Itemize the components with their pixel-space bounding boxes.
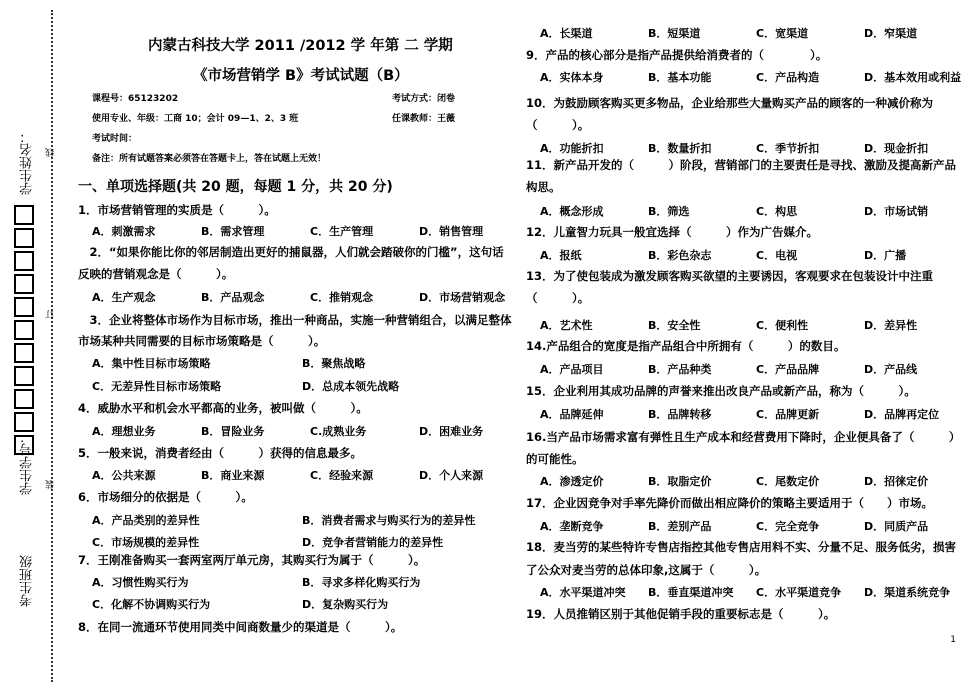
student-id-label: 学生学号： bbox=[20, 430, 35, 495]
question-text: 19．人员推销区别于其他促销手段的重要标志是（ ）。 bbox=[526, 607, 836, 621]
answer-option: B．基本功能 bbox=[648, 71, 712, 84]
exam-time: 考试时间： bbox=[92, 134, 138, 144]
answer-option: D．窄渠道 bbox=[864, 27, 918, 40]
question-text: 3．企业将整体市场作为目标市场，推出一种商品，实施一种营销组合，以满足整体 bbox=[78, 313, 512, 327]
answer-option: B．产品观念 bbox=[201, 291, 265, 304]
exam-subtitle: 《市场营销学 B》考试试题（B） bbox=[193, 68, 409, 84]
answer-option: B．商业来源 bbox=[201, 469, 265, 482]
question-text: 反映的营销观念是（ ）。 bbox=[78, 267, 234, 281]
answer-option: C．构思 bbox=[756, 205, 798, 218]
exam-mode: 考试方式：闭卷 bbox=[392, 94, 456, 104]
answer-option: C．品牌更新 bbox=[756, 408, 820, 421]
question-text: 4．威胁水平和机会水平都高的业务，被叫做（ ）。 bbox=[78, 401, 368, 415]
answer-option: B．取脂定价 bbox=[648, 475, 712, 488]
answer-option: C．无差异性目标市场策略 bbox=[92, 380, 222, 393]
question-text: 10．为鼓励顾客购买更多物品，企业给那些大量购买产品的顾客的一种减价称为 bbox=[526, 96, 933, 110]
answer-option: B．冒险业务 bbox=[201, 425, 265, 438]
answer-option: D．销售管理 bbox=[419, 225, 484, 238]
question-text: 构思。 bbox=[526, 180, 561, 194]
question-text: 12．儿童智力玩具一般宜选择（ ）作为广告媒介。 bbox=[526, 225, 819, 239]
answer-option: C．产品品牌 bbox=[756, 363, 820, 376]
answer-option: D．产品线 bbox=[864, 363, 918, 376]
answer-option: D．竞争者营销能力的差异性 bbox=[302, 536, 444, 549]
question-text: 14.产品组合的宽度是指产品组合中所拥有（ ）的数目。 bbox=[526, 339, 846, 353]
exam-note: 备注：所有试题答案必须答在答题卡上，答在试题上无效！ bbox=[92, 154, 327, 164]
answer-option: A．产品类别的差异性 bbox=[92, 514, 200, 527]
answer-option: C．推销观念 bbox=[310, 291, 374, 304]
answer-option: A．艺术性 bbox=[540, 319, 593, 332]
page-number: 1 bbox=[950, 635, 956, 645]
answer-option: B．聚焦战略 bbox=[302, 357, 366, 370]
question-text: 7．王刚准备购买一套两室两厅单元房，其购买行为属于（ ）。 bbox=[78, 553, 426, 567]
question-text: 了公众对麦当劳的总体印象,这属于（ ）。 bbox=[526, 563, 767, 577]
answer-option: B．差别产品 bbox=[648, 520, 712, 533]
answer-option: D．差异性 bbox=[864, 319, 918, 332]
answer-option: C．生产管理 bbox=[310, 225, 374, 238]
question-text: 2．“如果你能比你的邻居制造出更好的捕鼠器，人们就会踏破你的门槛”，这句话 bbox=[78, 245, 504, 259]
question-text: 市场某种共同需要的目标市场策略是（ ）。 bbox=[78, 334, 326, 348]
answer-option: A．报纸 bbox=[540, 249, 582, 262]
answer-option: D．个人来源 bbox=[419, 469, 484, 482]
binding-dotted-line bbox=[51, 10, 53, 682]
binding-mark-order: 订 bbox=[46, 310, 56, 319]
answer-option: C．季节折扣 bbox=[756, 142, 820, 155]
answer-option: A．理想业务 bbox=[92, 425, 156, 438]
answer-option: A．水平渠道冲突 bbox=[540, 586, 626, 599]
binding-mark-line: 线 bbox=[46, 148, 56, 157]
answer-option: C．市场规模的差异性 bbox=[92, 536, 200, 549]
answer-option: B．需求管理 bbox=[201, 225, 265, 238]
answer-option: D．同质产品 bbox=[864, 520, 929, 533]
class-label: 考生班级 bbox=[20, 555, 35, 607]
section-heading: 一、单项选择题(共 20 题，每题 1 分，共 20 分) bbox=[78, 179, 393, 195]
question-text: 8．在同一流通环节使用同类中间商数量少的渠道是（ ）。 bbox=[78, 620, 403, 634]
answer-option: A．公共来源 bbox=[92, 469, 156, 482]
binding-mark-bind: 装 bbox=[46, 480, 56, 489]
answer-option: A．概念形成 bbox=[540, 205, 604, 218]
answer-option: A．品牌延伸 bbox=[540, 408, 604, 421]
answer-option: D．渠道系统竞争 bbox=[864, 586, 951, 599]
answer-option: C．化解不协调购买行为 bbox=[92, 598, 211, 611]
binding-margin bbox=[0, 0, 60, 691]
answer-option: C．水平渠道竞争 bbox=[756, 586, 842, 599]
answer-option: A．刺激需求 bbox=[92, 225, 156, 238]
answer-option: C．产品构造 bbox=[756, 71, 820, 84]
exam-title: 内蒙古科技大学 2011 /2012 学 年第 二 学期 bbox=[148, 38, 453, 54]
answer-option: A．长渠道 bbox=[540, 27, 593, 40]
answer-option: A．实体本身 bbox=[540, 71, 604, 84]
answer-option: C.成熟业务 bbox=[310, 425, 367, 438]
answer-option: D．总成本领先战略 bbox=[302, 380, 400, 393]
answer-option: D．广播 bbox=[864, 249, 907, 262]
question-text: 13．为了使包装成为激发顾客购买欲望的主要诱因，客观要求在包装设计中注重 bbox=[526, 269, 933, 283]
answer-option: B．筛选 bbox=[648, 205, 690, 218]
answer-option: D．复杂购买行为 bbox=[302, 598, 389, 611]
question-text: 17．企业因竞争对手率先降价而做出相应降价的策略主要适用于（ ）市场。 bbox=[526, 496, 933, 510]
question-text: （ ）。 bbox=[526, 291, 590, 305]
answer-option: B．寻求多样化购买行为 bbox=[302, 576, 421, 589]
question-text: 1．市场营销管理的实质是（ ）。 bbox=[78, 203, 276, 217]
question-text: 的可能性。 bbox=[526, 452, 584, 466]
answer-option: D．现金折扣 bbox=[864, 142, 929, 155]
answer-option: A．垄断竞争 bbox=[540, 520, 604, 533]
answer-option: C．完全竞争 bbox=[756, 520, 820, 533]
answer-option: A．渗透定价 bbox=[540, 475, 604, 488]
answer-option: A．产品项目 bbox=[540, 363, 604, 376]
answer-option: B．消费者需求与购买行为的差异性 bbox=[302, 514, 476, 527]
answer-option: A．习惯性购买行为 bbox=[92, 576, 189, 589]
answer-option: B．彩色杂志 bbox=[648, 249, 712, 262]
answer-option: D．市场试销 bbox=[864, 205, 929, 218]
answer-option: D．招徕定价 bbox=[864, 475, 929, 488]
answer-option: B．安全性 bbox=[648, 319, 701, 332]
question-text: 18．麦当劳的某些特许专售店指控其他专售店用料不实、分量不足、服务低劣，损害 bbox=[526, 540, 956, 554]
answer-option: B．短渠道 bbox=[648, 27, 701, 40]
answer-option: D．市场营销观念 bbox=[419, 291, 506, 304]
question-text: （ ）。 bbox=[526, 118, 590, 132]
teacher: 任课教师：王薇 bbox=[392, 114, 456, 124]
answer-option: D．品牌再定位 bbox=[864, 408, 940, 421]
student-name-label: 学生姓名： bbox=[20, 130, 35, 195]
answer-option: B．品牌转移 bbox=[648, 408, 712, 421]
answer-option: D．困难业务 bbox=[419, 425, 484, 438]
answer-option: B．垂直渠道冲突 bbox=[648, 586, 734, 599]
answer-option: C．宽渠道 bbox=[756, 27, 809, 40]
question-text: 15．企业利用其成功品牌的声誉来推出改良产品或新产品，称为（ ）。 bbox=[526, 384, 916, 398]
answer-option: C．尾数定价 bbox=[756, 475, 820, 488]
majors: 使用专业、年级：工商 10；会计 09—1、2、3 班 bbox=[92, 114, 299, 124]
answer-option: B．产品种类 bbox=[648, 363, 712, 376]
answer-option: D．基本效用或利益 bbox=[864, 71, 962, 84]
course-number: 课程号：65123202 bbox=[92, 94, 179, 104]
student-id-boxes bbox=[14, 205, 34, 458]
question-text: 16.当产品市场需求富有弹性且生产成本和经营费用下降时，企业便具备了（ ） bbox=[526, 430, 961, 444]
answer-option: A．集中性目标市场策略 bbox=[92, 357, 211, 370]
question-text: 9．产品的核心部分是指产品提供给消费者的（ ）。 bbox=[526, 48, 828, 62]
question-text: 11．新产品开发的（ ）阶段，营销部门的主要责任是寻找、激励及提高新产品 bbox=[526, 158, 956, 172]
answer-option: C．电视 bbox=[756, 249, 798, 262]
answer-option: A．生产观念 bbox=[92, 291, 156, 304]
answer-option: C．经验来源 bbox=[310, 469, 374, 482]
answer-option: B．数量折扣 bbox=[648, 142, 712, 155]
answer-option: C．便利性 bbox=[756, 319, 809, 332]
answer-option: A．功能折扣 bbox=[540, 142, 604, 155]
question-text: 6．市场细分的依据是（ ）。 bbox=[78, 490, 253, 504]
question-text: 5．一般来说，消费者经由（ ）获得的信息最多。 bbox=[78, 446, 362, 460]
